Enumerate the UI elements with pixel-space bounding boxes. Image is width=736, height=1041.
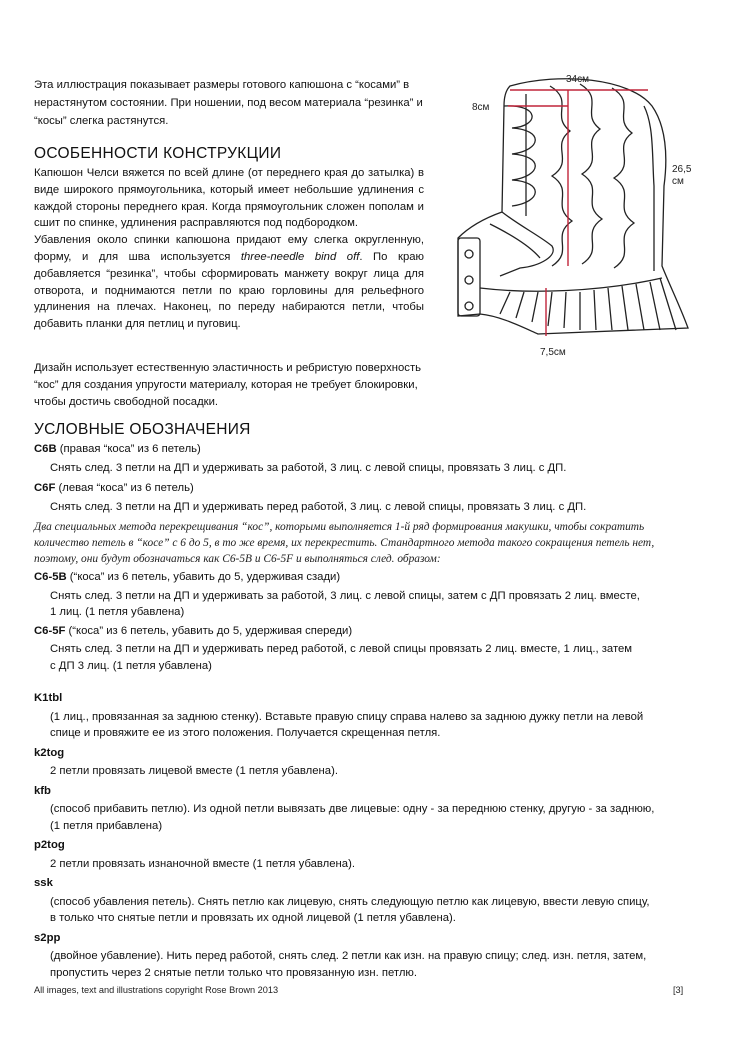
dimension-right-unit: см	[672, 176, 684, 187]
abbreviation-definition-line: (1 петля прибавлена)	[50, 819, 163, 832]
abbreviation-definition-line: (способ прибавить петлю). Из одной петли вывязать две лицевые: одну - за переднюю стенку, другую - за заднюю,	[50, 803, 655, 815]
dimension-left-label: 8см	[472, 102, 490, 113]
c65f-entry	[34, 623, 674, 640]
dimension-lines	[508, 90, 648, 336]
page-number: [3]	[673, 985, 684, 995]
c6f-term: C6F	[34, 482, 56, 494]
abbreviation-definition-line: (1 лиц., провязанная за заднюю стенку). Вставьте правую спицу справа налево за заднюю дужку петли на левой	[50, 710, 644, 723]
abbreviation-definition-line: пропустить через 2 снятые петли только что провязанную изн. петлю.	[50, 966, 418, 979]
copyright-footer: All images, text and illustrations copyright Rose Brown 2013	[34, 985, 279, 995]
abbreviation-definition-line: (двойное убавление). Нить перед работой, снять след. 2 петли как изн. на правую спицу; след. изн. петля, затем,	[50, 950, 647, 962]
c6f-definition: Снять след. 3 петли на ДП и удерживать перед работой, 3 лиц. с левой спицы, провязать 3 лиц. с ДП.	[50, 500, 587, 513]
construction-paragraph-2	[34, 232, 424, 333]
dimension-right-value: 26,5	[672, 164, 692, 175]
c65b-definition-line-1: Снять след. 3 петли на ДП и удерживать за работой, 3 лиц. с левой спицы, затем с ДП провязать 2 лиц. вместе,	[50, 589, 640, 602]
abbreviation-term: kfb	[34, 784, 51, 797]
abbreviation-term: K1tbl	[34, 692, 63, 704]
construction-text-a: Убавления около спинки капюшона придают ему слегка округленную, форму, и для шва используется	[34, 234, 424, 263]
abbreviation-definition-line: 2 петли провязать изнаночной вместе (1 петля убавлена).	[50, 857, 355, 870]
c65f-desc: (“коса” из 6 петель, убавить до 5, удерживая спереди)	[65, 624, 353, 637]
abbreviation-term: p2tog	[34, 839, 65, 851]
dimension-bottom-label: 7,5см	[540, 347, 566, 358]
legend-heading: УСЛОВНЫЕ ОБОЗНАЧЕНИЯ	[34, 421, 251, 438]
abbreviation-definition-line: спице и провяжите ее из этого положения. Получается скрещенная петля.	[50, 727, 441, 739]
hood-illustration	[440, 66, 702, 366]
c65b-definition-line-2: 1 лиц. (1 петля убавлена)	[50, 606, 185, 618]
abbreviation-term: s2pp	[34, 931, 61, 944]
c6f-entry	[34, 480, 674, 497]
construction-body	[34, 165, 424, 333]
construction-paragraph-1: Капюшон Челси вяжется по всей длине (от переднего края до затылка) в виде широкого прямоугольника, который имеет небольшие удлинения с каждой стороны переднего края. Когда прямоугольник сложен пополам и сшит по спинке, удлинения расправляются под подбородком.	[34, 167, 424, 230]
c6b-definition: Снять след. 3 петли на ДП и удерживать за работой, 3 лиц. с левой спицы, провязать 3 лиц. с ДП.	[50, 461, 567, 474]
dimension-top-label: 34см	[566, 74, 589, 85]
special-methods-note: Два специальных метода перекрещивания “кос”, которыми выполняется 1-й ряд формирования макушки, чтобы сократить количество петель в “косе” с 6 до 5, в то же время, их перекрестить. Стандартного метода такого сокращения петель нет, поэтому, они будут обозначаться как С6-5В и С6-5F и выполняться след. образом:	[34, 521, 655, 565]
abbreviations-list	[34, 687, 674, 981]
c65b-desc: (“коса” из 6 петель, убавить до 5, удерживая сзади)	[66, 571, 341, 583]
abbreviation-term: k2tog	[34, 746, 65, 759]
c6b-term: C6B	[34, 443, 57, 455]
abbreviation-definition-line: в только что снятые петли и провязать их одной лицевой (1 петля убавлена).	[50, 912, 456, 924]
technique-name: three-needle bind off	[240, 250, 360, 263]
construction-text-b: . По краю добавляется “резинка”, чтобы сформировать манжету вокруг лица для отворота, и поднимаются петли по краю горловины для рельефного удлинения на плечах. Наконец, по переду набираются петли, чтобы добавить планки для петлиц и пуговиц.	[34, 250, 424, 331]
c6b-entry	[34, 441, 674, 458]
abbreviation-term: ssk	[34, 877, 53, 889]
hood-outline	[458, 79, 688, 334]
c6b-desc: (правая “коса” из 6 петель)	[56, 443, 201, 455]
design-note: Дизайн использует естественную эластичность и ребристую поверхность “кос” для создания упругости материалу, которая не требует блокировки, чтобы достичь свободной посадки.	[34, 362, 422, 408]
c65b-entry	[34, 569, 674, 586]
c6f-desc: (левая “коса” из 6 петель)	[55, 482, 194, 494]
abbreviation-definition-line: (способ убавления петель). Снять петлю как лицевую, снять следующую петлю как лицевую, ввести левую спицу,	[50, 895, 650, 908]
c65b-term: C6-5B	[34, 571, 67, 583]
intro-text: Эта иллюстрация показывает размеры готового капюшона с “косами” в нерастянутом состоянии. При ношении, под весом материала “резинка” и “косы” слегка растянутся.	[34, 79, 423, 127]
c65f-term: C6-5F	[34, 624, 66, 637]
special-legend	[34, 569, 674, 674]
c65f-definition-line-2: с ДП 3 лиц. (1 петля убавлена)	[50, 659, 212, 672]
c65f-definition-line-1: Снять след. 3 петли на ДП и удерживать перед работой, с левой спицы провязать 2 лиц. вместе, 1 лиц., затем	[50, 643, 633, 655]
construction-heading: ОСОБЕННОСТИ КОНСТРУКЦИИ	[34, 145, 282, 162]
abbreviation-definition-line: 2 петли провязать лицевой вместе (1 петля убавлена).	[50, 765, 338, 777]
cable-legend	[34, 441, 674, 515]
